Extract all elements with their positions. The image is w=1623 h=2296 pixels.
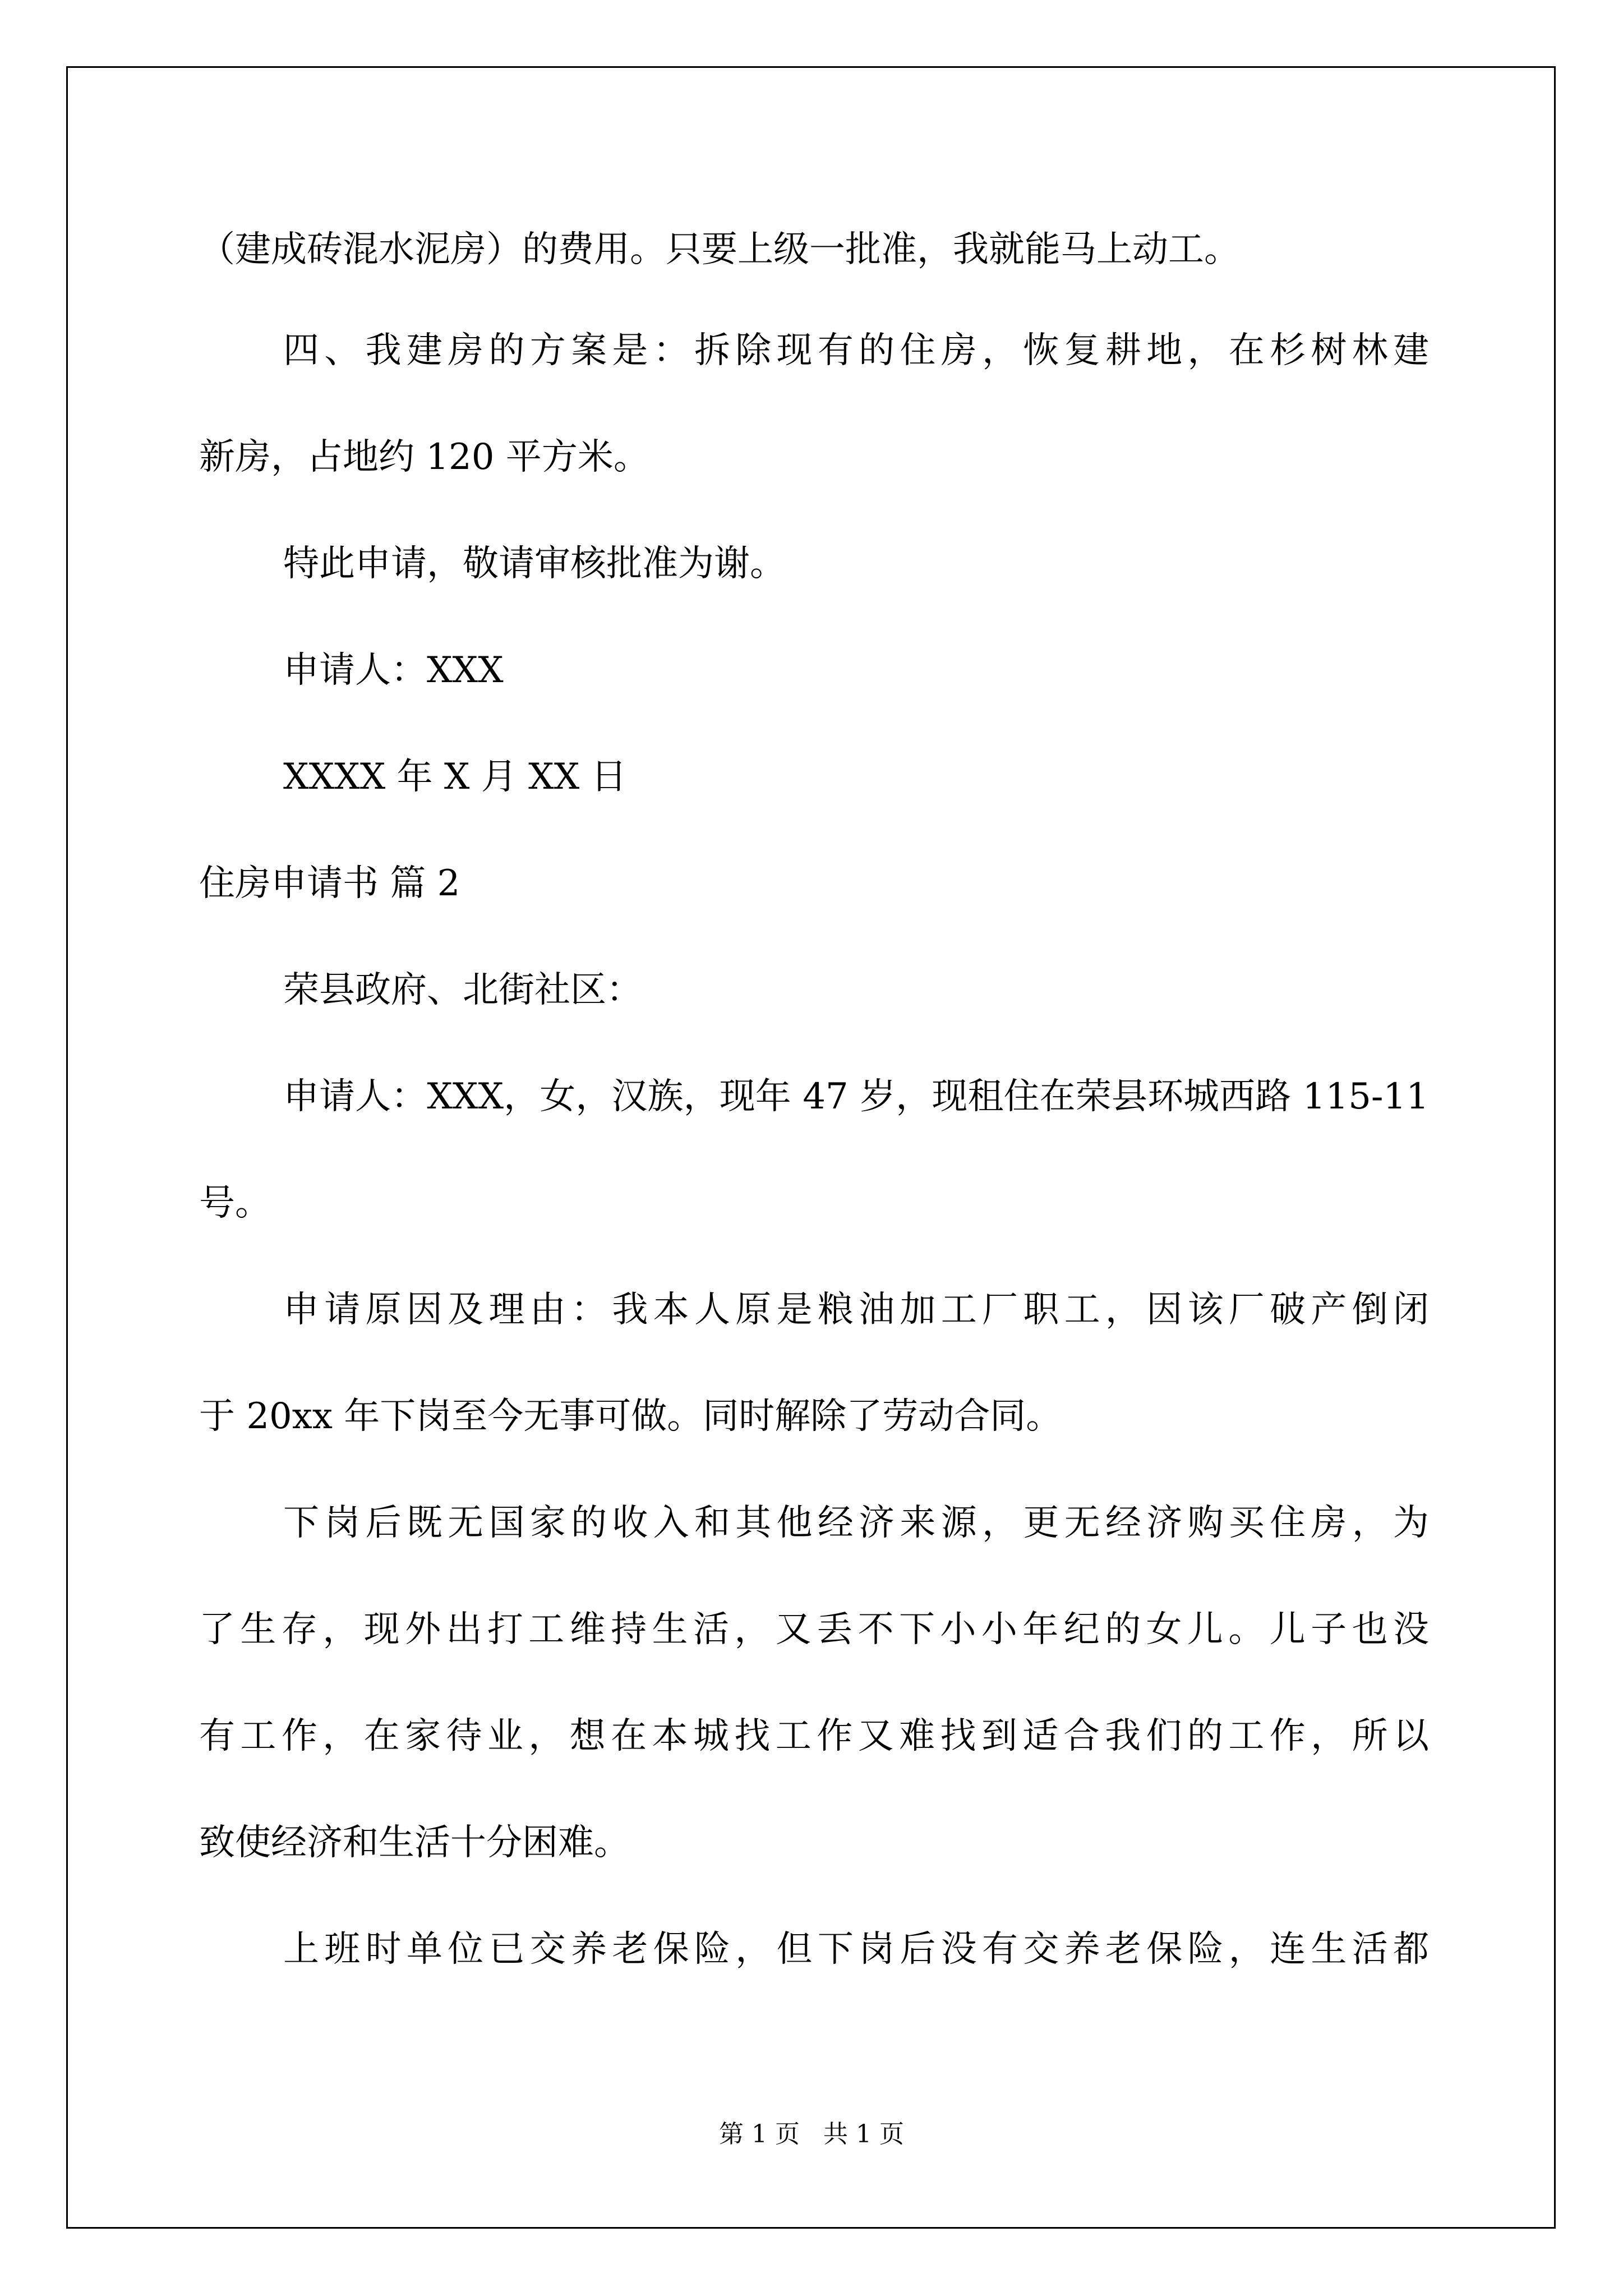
paragraph-line: 特此申请，敬请审核批准为谢。	[283, 543, 786, 585]
paragraph-line: 新房，占地约 120 平方米。	[199, 436, 649, 478]
paragraph-line: 申请原因及理由：我本人原是粮油加工厂职工，因该厂破产倒闭	[283, 1289, 1429, 1331]
recipient-line: 荣县政府、北街社区：	[283, 969, 642, 1011]
paragraph-line: 四、我建房的方案是：拆除现有的住房，恢复耕地，在杉树林建	[283, 330, 1429, 371]
paragraph-line: 上班时单位已交养老保险，但下岗后没有交养老保险，连生活都	[283, 1929, 1429, 1970]
paragraph-line: 下岗后既无国家的收入和其他经济来源，更无经济购买住房，为	[283, 1502, 1429, 1544]
paragraph-line: 有工作，在家待业，想在本城找工作又难找到适合我们的工作，所以	[199, 1715, 1429, 1757]
page-footer: 第 1 页 共 1 页	[719, 2120, 904, 2148]
paragraph-line: 号。	[199, 1182, 271, 1224]
page-border	[66, 66, 1556, 2229]
signature-applicant: 申请人：XXX	[283, 650, 504, 691]
section-heading: 住房申请书 篇 2	[199, 863, 460, 904]
paragraph-line: 于 20xx 年下岗至今无事可做。同时解除了劳动合同。	[199, 1396, 1062, 1437]
signature-date: XXXX 年 X 月 XX 日	[283, 756, 627, 798]
paragraph-line: 申请人：XXX，女，汉族，现年 47 岁，现租住在荣县环城西路 115-11	[283, 1076, 1429, 1117]
paragraph-line: （建成砖混水泥房）的费用。只要上级一批准，我就能马上动工。	[199, 229, 1240, 270]
paragraph-line: 了生存，现外出打工维持生活，又丢不下小小年纪的女儿。儿子也没	[199, 1609, 1429, 1650]
paragraph-line: 致使经济和生活十分困难。	[199, 1822, 630, 1864]
